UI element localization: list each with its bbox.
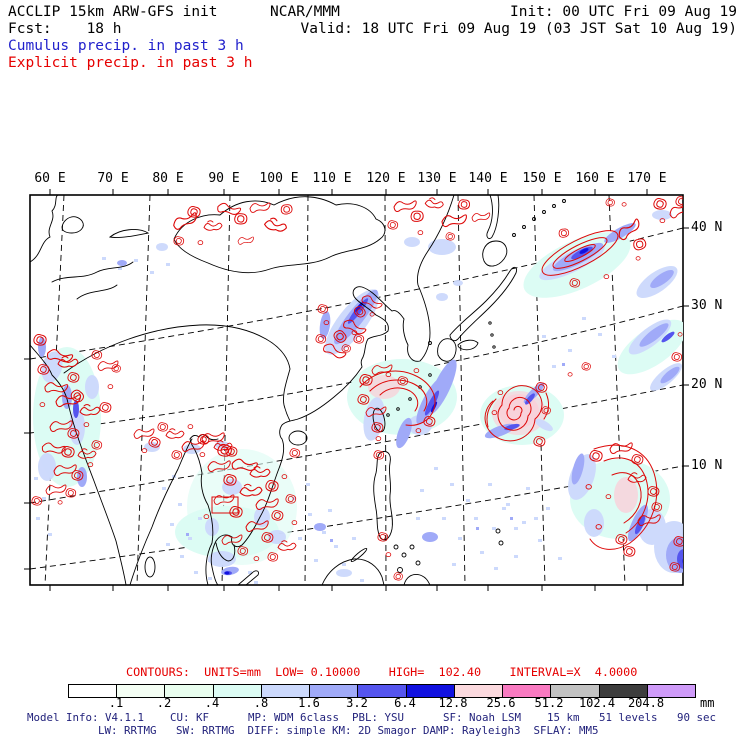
x-tick-130e: 130 E xyxy=(417,171,457,186)
x-tick-110e: 110 E xyxy=(312,171,352,186)
x-tick-160e: 160 E xyxy=(575,171,615,186)
colorbar-label: .1 xyxy=(108,696,124,710)
colorbar-label: 1.6 xyxy=(298,696,320,710)
x-tick-120e: 120 E xyxy=(366,171,406,186)
colorbar-label: 3.2 xyxy=(346,696,368,710)
colorbar-label: 12.8 xyxy=(438,696,468,710)
org-label: NCAR/MMM xyxy=(270,4,340,20)
x-tick-70e: 70 E xyxy=(97,171,129,186)
x-tick-60e: 60 E xyxy=(34,171,66,186)
plot-title: ACCLIP 15km ARW-GFS init xyxy=(8,4,218,20)
colorbar-label: 102.4 xyxy=(578,696,616,710)
y-tick-40n: 40 N xyxy=(691,220,723,235)
y-tick-20n: 20 N xyxy=(691,377,723,392)
colorbar-label: .4 xyxy=(204,696,220,710)
x-tick-80e: 80 E xyxy=(152,171,184,186)
x-tick-100e: 100 E xyxy=(259,171,299,186)
forecast-hour-label: Fcst: 18 h xyxy=(8,21,122,37)
colorbar-unit: mm xyxy=(700,696,715,710)
colorbar-label: 51.2 xyxy=(534,696,564,710)
x-tick-90e: 90 E xyxy=(208,171,240,186)
map-canvas xyxy=(22,187,691,593)
contour-info-line: CONTOURS: UNITS=mm LOW= 0.10000 HIGH= 102.40 INTERVAL=X 4.0000 xyxy=(126,665,638,679)
legend-explicit: Explicit precip. in past 3 h xyxy=(8,55,253,71)
y-tick-10n: 10 N xyxy=(691,458,723,473)
y-tick-30n: 30 N xyxy=(691,298,723,313)
model-info-line1: Model Info: V4.1.1 CU: KF MP: WDM 6class PBL: YSU SF: Noah LSM 15 km 51 levels 90 sec xyxy=(27,711,717,724)
colorbar-label: .8 xyxy=(253,696,269,710)
colorbar-label: .2 xyxy=(156,696,172,710)
model-info-line2: LW: RRTMG SW: RRTMG DIFF: simple KM: 2D Smagor DAMP: Rayleigh3 SFLAY: MM5 xyxy=(98,724,599,737)
x-tick-170e: 170 E xyxy=(627,171,667,186)
x-tick-140e: 140 E xyxy=(468,171,508,186)
colorbar-label: 25.6 xyxy=(486,696,516,710)
colorbar-label: 204.8 xyxy=(627,696,665,710)
colorbar-label: 6.4 xyxy=(394,696,416,710)
valid-time-label: Valid: 18 UTC Fri 09 Aug 19 (03 JST Sat 10 Aug 19) xyxy=(300,21,737,37)
legend-cumulus: Cumulus precip. in past 3 h xyxy=(8,38,244,54)
x-tick-150e: 150 E xyxy=(522,171,562,186)
init-time-label: Init: 00 UTC Fri 09 Aug 19 xyxy=(510,4,737,20)
